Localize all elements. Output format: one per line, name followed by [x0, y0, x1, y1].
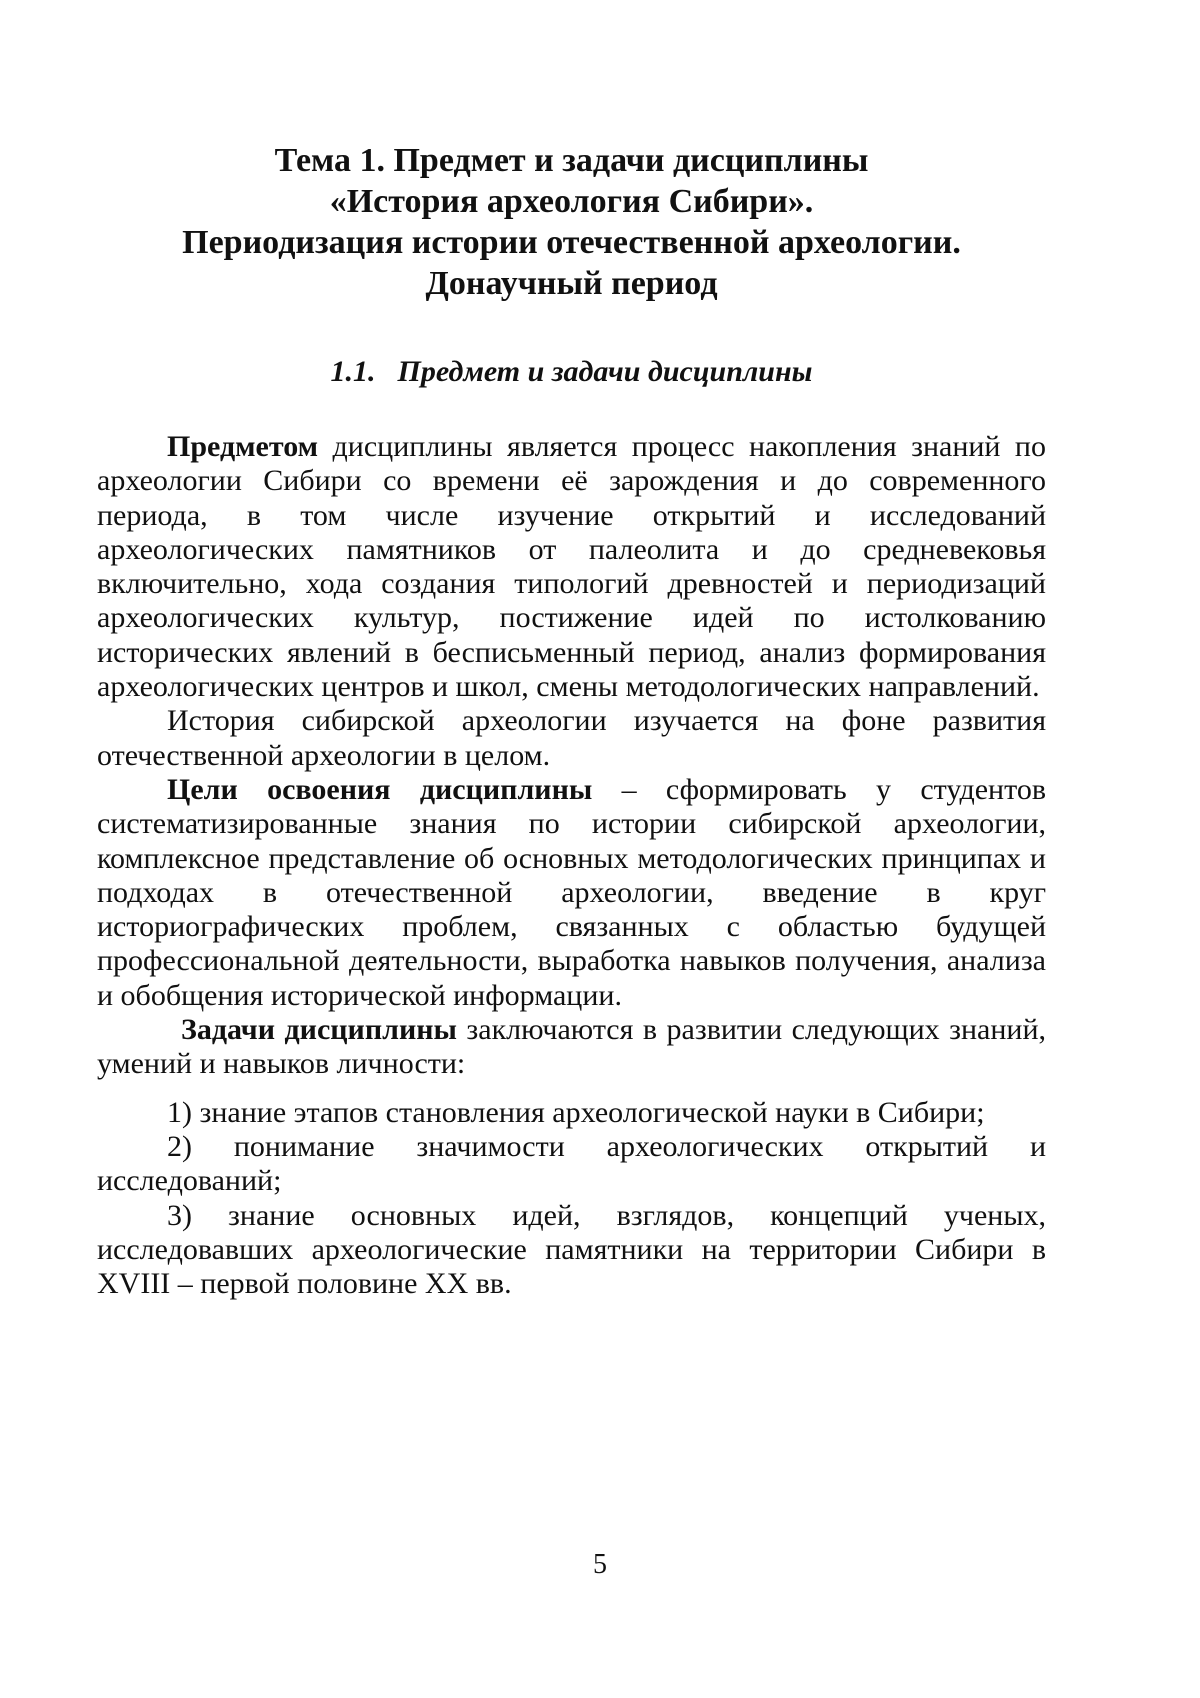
- paragraph-text: заключаются в развитии следующих знаний, умений и навыков личности:: [97, 1013, 1046, 1081]
- list-item: 2) понимание значимости археологических открытий и исследований;: [97, 1129, 1046, 1198]
- paragraph-text: – сформировать у студентов систематизированные знания по истории сибирской археологии, комплексное представление об основных методологических принципах и подходах в отечественной археологии, введение в круг историографических проблем, связанных с областью будущей профессиональной деятельности, выработка навыков получения, анализа и обобщения исторической информации.: [97, 772, 1046, 1012]
- paragraph-subject: [97, 430, 1046, 704]
- section-heading: [97, 354, 1046, 390]
- paragraph-text: дисциплины является процесс накопления знаний по археологии Сибири со времени её зарождения и до современного периода, в том числе изучение открытий и исследований археологических памятников от палеолита и до средневековья включительно, хода создания типологий древностей и периодизаций археологических культур, постижение идей по истолкованию исторических явлений в бесписьменный период, анализ формирования археологических центров и школ, смены методологических направлений.: [97, 430, 1046, 704]
- paragraph-lead: Предметом: [167, 430, 319, 463]
- paragraph-goals: [97, 773, 1046, 1013]
- list-item: 1) знание этапов становления археологической науки в Сибири;: [167, 1095, 985, 1129]
- chapter-title-line-4: Донаучный период: [425, 265, 718, 302]
- section-title: Предмет и задачи дисциплины: [397, 355, 813, 388]
- section-number: 1.1.: [330, 355, 376, 388]
- chapter-title-line-2: «История археология Сибири».: [329, 183, 814, 220]
- chapter-title: [97, 140, 1046, 304]
- paragraph-text: История сибирской археологии изучается на фоне развития отечественной археологии в целом.: [97, 704, 1046, 772]
- paragraph-tasks: [97, 1013, 1046, 1082]
- document-page: [97, 140, 1046, 1301]
- page-number: 5: [593, 1549, 607, 1580]
- body-text: [97, 430, 1046, 1301]
- paragraph-lead: Цели освоения дисциплины: [167, 772, 593, 806]
- list-item: 3) знание основных идей, взглядов, концепций ученых, исследовавших археологические памятники на территории Сибири в XVIII – первой половине XX вв.: [97, 1198, 1046, 1301]
- chapter-title-line-3: Периодизация истории отечественной археологии.: [182, 224, 961, 261]
- paragraph-context: [97, 704, 1046, 773]
- paragraph-lead: Задачи дисциплины: [181, 1013, 457, 1047]
- chapter-title-line-1: Тема 1. Предмет и задачи дисциплины: [274, 142, 869, 179]
